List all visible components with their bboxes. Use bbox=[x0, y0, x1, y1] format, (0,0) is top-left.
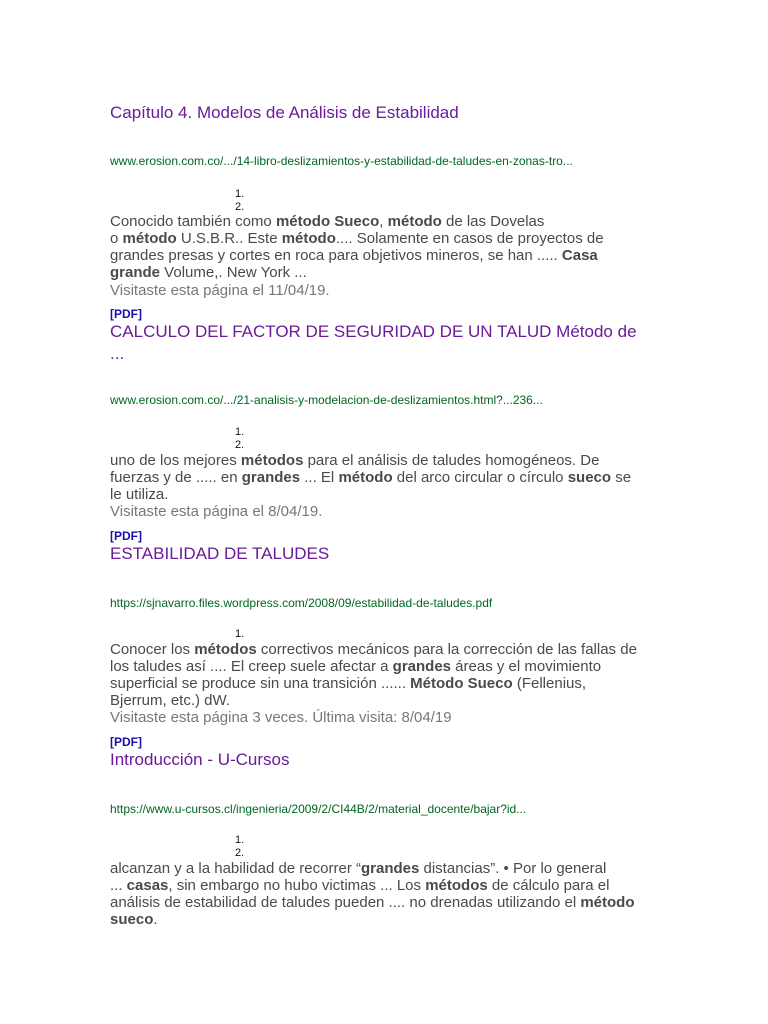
list-markers: 1. 2. bbox=[235, 188, 245, 213]
result-url[interactable]: www.erosion.com.co/.../21-analisis-y-modelacion-de-deslizamientos.html?...236... bbox=[110, 393, 543, 407]
list-markers: 1. bbox=[235, 628, 245, 640]
visited-note: Visitaste esta página 3 veces. Última visita: 8/04/19 bbox=[110, 709, 452, 726]
search-result bbox=[110, 102, 670, 299]
snippet-line: grande Volume,. New York ... bbox=[110, 264, 307, 281]
list-markers: 1. 2. bbox=[235, 426, 245, 451]
pdf-tag: [PDF] bbox=[110, 307, 142, 321]
pdf-tag: [PDF] bbox=[110, 529, 142, 543]
result-url[interactable]: www.erosion.com.co/.../14-libro-deslizamientos-y-estabilidad-de-taludes-en-zonas-tro... bbox=[110, 154, 573, 168]
search-result bbox=[110, 529, 670, 726]
snippet-line: Conocido también como método Sueco, método de las Dovelas bbox=[110, 213, 545, 230]
snippet-line: fuerzas y de ..... en grandes ... El método del arco circular o círculo sueco se bbox=[110, 469, 632, 486]
result-snippet bbox=[110, 641, 655, 709]
snippet-line: Conocer los métodos correctivos mecánicos para la corrección de las fallas de bbox=[110, 641, 637, 658]
snippet-line: uno de los mejores métodos para el análisis de taludes homogéneos. De bbox=[110, 452, 600, 469]
snippet-line: le utiliza. bbox=[110, 486, 169, 503]
list-markers: 1. 2. bbox=[235, 834, 245, 859]
search-result bbox=[110, 735, 670, 928]
snippet-line: los taludes así .... El creep suele afectar a grandes áreas y el movimiento bbox=[110, 658, 602, 675]
result-url[interactable]: https://sjnavarro.files.wordpress.com/2008/09/estabilidad-de-taludes.pdf bbox=[110, 596, 493, 610]
result-title-link[interactable]: CALCULO DEL FACTOR DE SEGURIDAD DE UN TALUD Método de ... bbox=[110, 322, 637, 363]
snippet-line: análisis de estabilidad de taludes pueden .... no drenadas utilizando el método bbox=[110, 894, 635, 911]
snippet-line: grandes presas y cortes en roca para objetivos mineros, se han ..... Casa bbox=[110, 247, 598, 264]
visited-note: Visitaste esta página el 8/04/19. bbox=[110, 503, 323, 520]
result-snippet bbox=[110, 213, 655, 281]
snippet-line: ... casas, sin embargo no hubo victimas ... Los métodos de cálculo para el bbox=[110, 877, 610, 894]
snippet-line: superficial se produce sin una transición ...... Método Sueco (Fellenius, bbox=[110, 675, 587, 692]
search-result bbox=[110, 307, 670, 520]
snippet-line: alcanzan y a la habilidad de recorrer “grandes distancias”. • Por lo general bbox=[110, 860, 607, 877]
snippet-line: Bjerrum, etc.) dW. bbox=[110, 692, 231, 709]
snippet-line: sueco. bbox=[110, 911, 158, 928]
result-title-link[interactable]: Capítulo 4. Modelos de Análisis de Estabilidad bbox=[110, 103, 459, 122]
result-snippet bbox=[110, 860, 655, 928]
result-title-link[interactable]: ESTABILIDAD DE TALUDES bbox=[110, 544, 330, 563]
snippet-line: o método U.S.B.R.. Este método.... Solamente en casos de proyectos de bbox=[110, 230, 604, 247]
visited-note: Visitaste esta página el 11/04/19. bbox=[110, 282, 330, 299]
result-title-link[interactable]: Introducción - U-Cursos bbox=[110, 750, 290, 769]
pdf-tag: [PDF] bbox=[110, 735, 142, 749]
result-snippet bbox=[110, 452, 655, 503]
result-url[interactable]: https://www.u-cursos.cl/ingenieria/2009/2/CI44B/2/material_docente/bajar?id... bbox=[110, 802, 527, 816]
